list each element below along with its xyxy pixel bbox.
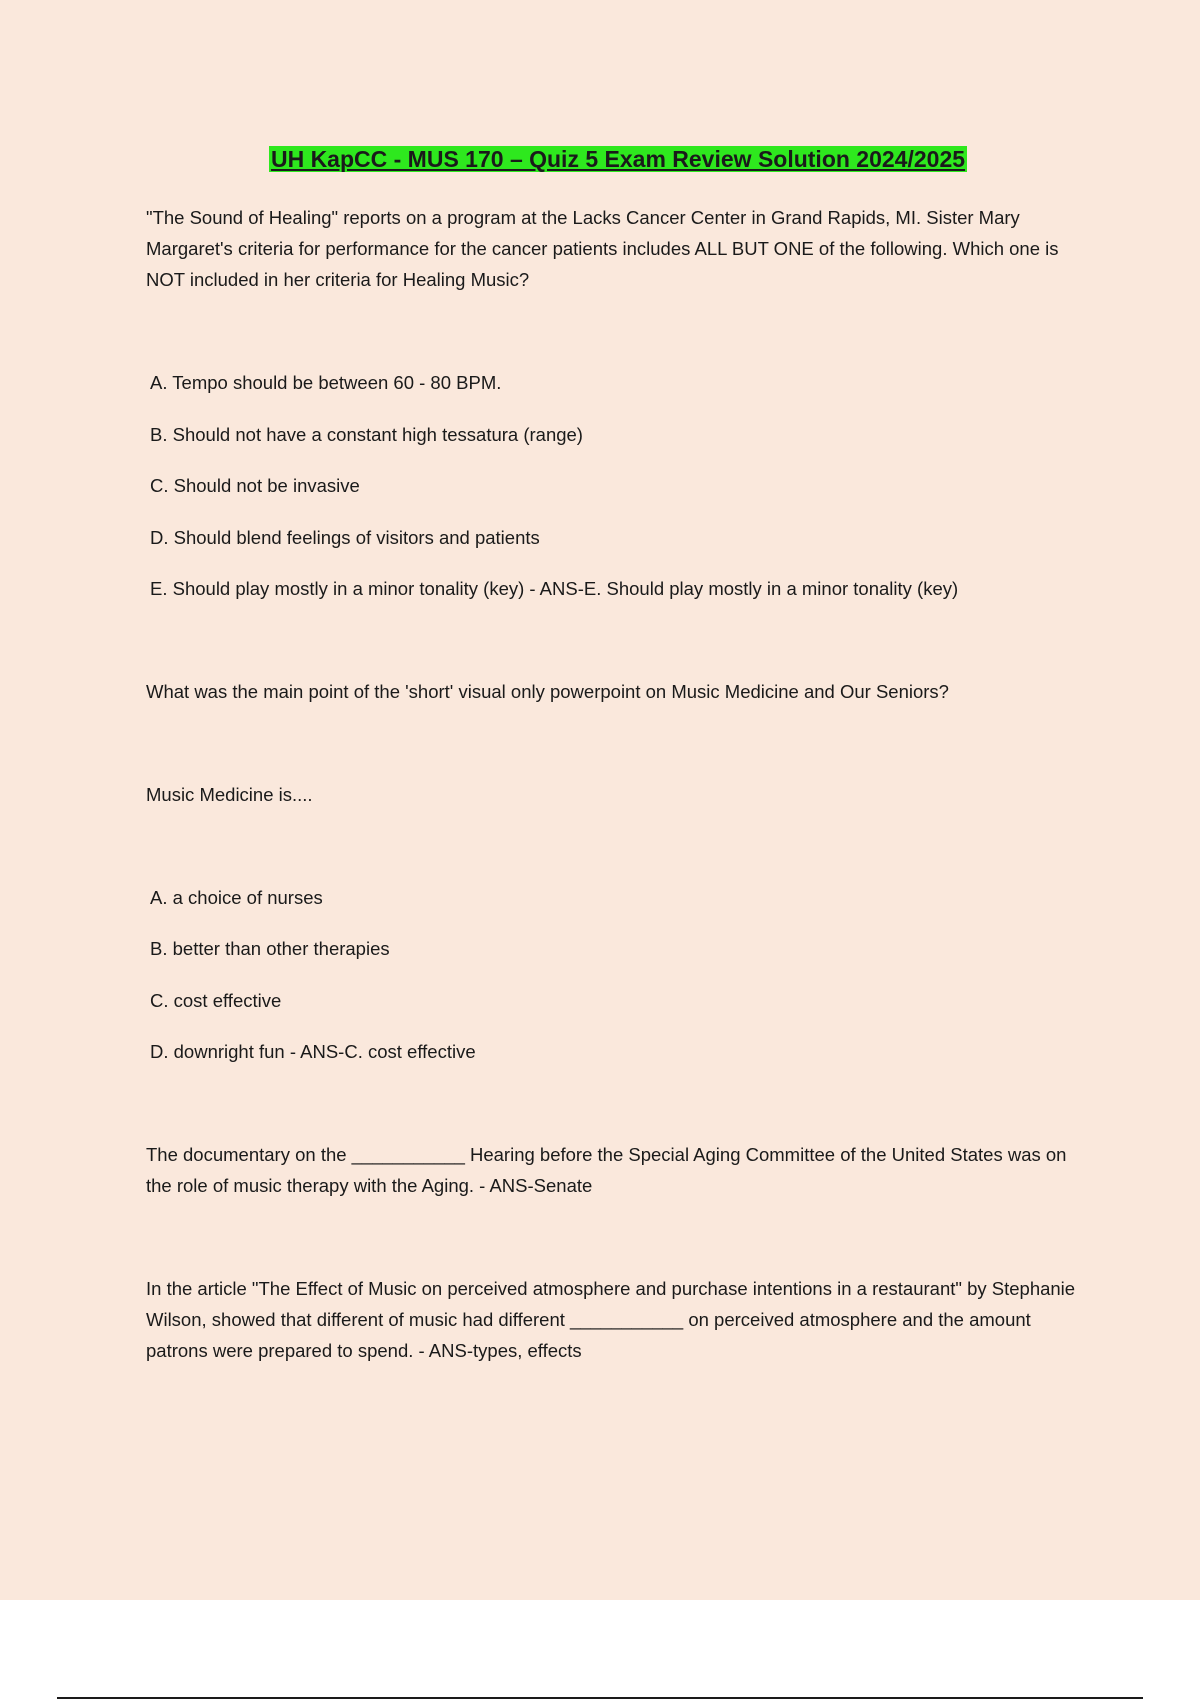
question-2-option-b: B. better than other therapies <box>150 938 390 959</box>
question-1-text: "The Sound of Healing" reports on a program at the Lacks Cancer Center in Grand Rapids, MI. Sister Mary Margaret's criteria for performance for the cancer patients includes ALL BUT ONE of the following. Which one is NOT included in her criteria for Healing Music? <box>146 207 1059 290</box>
question-1-option-c: C. Should not be invasive <box>150 475 360 496</box>
question-2-option-c: C. cost effective <box>150 990 282 1011</box>
question-2-option-d-answer: D. downright fun - ANS-C. cost effective <box>150 1041 476 1062</box>
footer-rule <box>57 1697 1143 1699</box>
question-2-text: What was the main point of the 'short' visual only powerpoint on Music Medicine and Our Seniors? <box>146 681 949 702</box>
title-highlight: UH KapCC - MUS 170 – Quiz 5 Exam Review Solution 2024/2025 <box>270 146 966 172</box>
question-4-text: In the article "The Effect of Music on perceived atmosphere and purchase intentions in a restaurant" by Stephanie Wilson, showed that different of music had different ___________ on perceived atmosphere and the amount patrons were prepared to spend. - ANS-types, effects <box>146 1278 1076 1361</box>
question-1-option-e-answer: E. Should play mostly in a minor tonality (key) - ANS-E. Should play mostly in a minor tonality (key) <box>150 578 959 599</box>
document-title <box>0 146 1200 173</box>
question-3-text: The documentary on the ___________ Hearing before the Special Aging Committee of the United States was on the role of music therapy with the Aging. - ANS-Senate <box>146 1144 1067 1196</box>
question-1-option-b: B. Should not have a constant high tessatura (range) <box>150 424 583 445</box>
question-1-option-a: A. Tempo should be between 60 - 80 BPM. <box>150 372 502 393</box>
question-1-option-d: D. Should blend feelings of visitors and patients <box>150 527 540 548</box>
question-2-option-a: A. a choice of nurses <box>150 887 323 908</box>
question-2-stem: Music Medicine is.... <box>146 784 313 805</box>
